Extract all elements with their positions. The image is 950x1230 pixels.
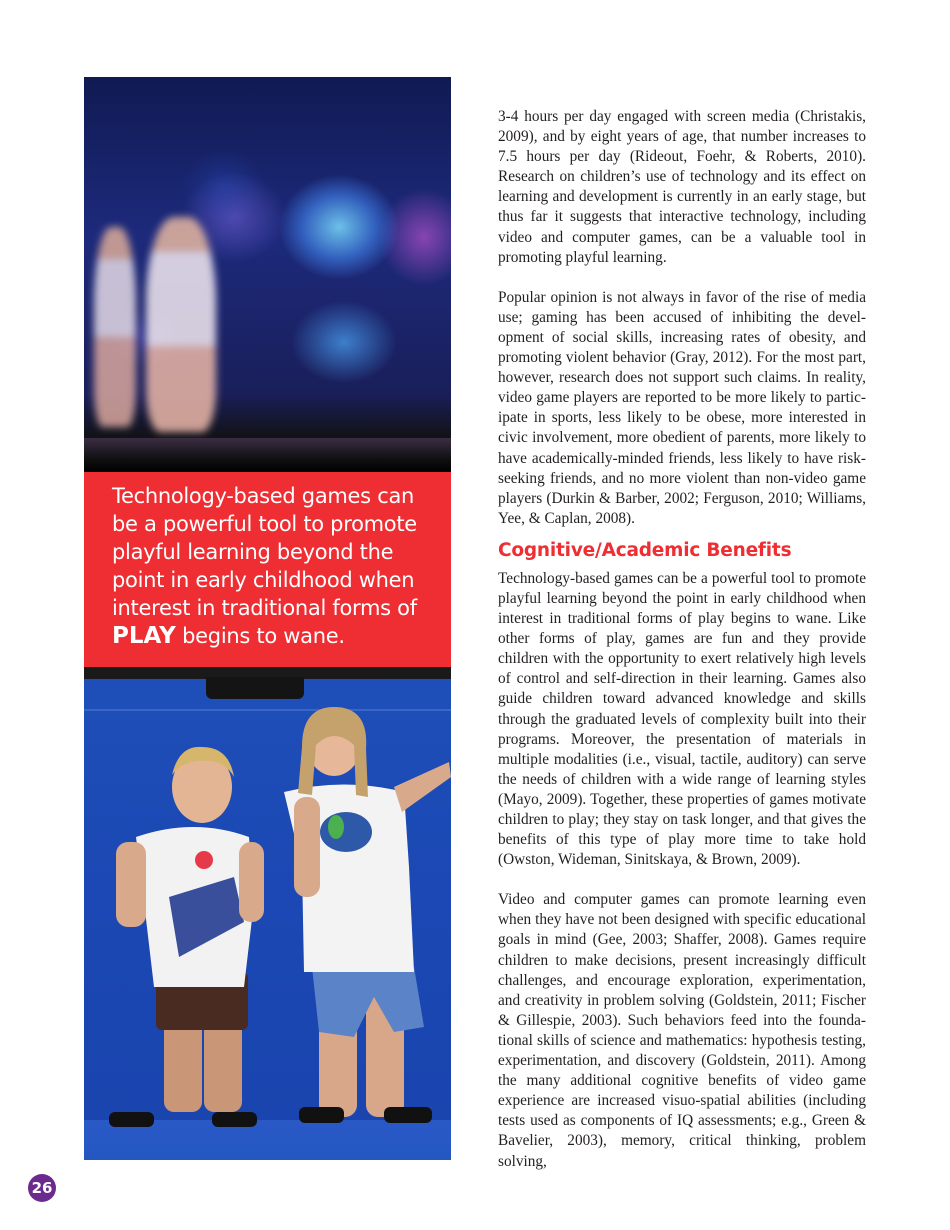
boy-figure	[109, 747, 264, 1127]
photo-children-dancing	[84, 77, 451, 472]
page-number: 26	[28, 1174, 56, 1202]
section-heading: Cognitive/Academic Benefits	[498, 539, 792, 561]
play-emphasis: PLAY	[112, 623, 176, 649]
paragraph: Video and computer games can promote learning even when they have not been designed with specific educational goals in mind (Gee, 2003; Shaffer, 2008). Games require children to make decisions, present increasingly difficult challenges, and encourage exploration, experimentation, and creativity in problem solving (Goldstein, 2011; Fischer & Gillespie, 2003). Such behaviors feed into the foundational skills of science and mathematics: hypothesis testing, experimentation, and discovery (Goldstein, 2011). Among the many additional cognitive benefits of video game experience are increased visuo-spatial abilities (including tests used as components of IQ assessments; e.g., Green & Bavelier, 2003), memory, critical thinking, problem solving,	[498, 891, 866, 1170]
left-column	[84, 77, 451, 1160]
paragraph: 3-4 hours per day engaged with screen media (Christakis, 2009), and by eight years of age, that number increases to 7.5 hours per day (Rideout, Foehr, & Roberts, 2010). Research on children’s use of technology and its effect on learning and development is currently in an early stage, but thus far it suggests that interactive technology, including video and computer games, can be a valuable tool in promoting playful learning.	[498, 108, 866, 266]
children-illustration	[84, 667, 451, 1160]
child-figure	[94, 227, 136, 427]
child-figure	[146, 217, 216, 432]
pull-quote-text: Technology-based games can be a powerful tool to promote playful learning beyond the point in early childhood when interest in traditional forms of PLAY begins to wane.	[112, 484, 417, 649]
paragraph: Popular opinion is not always in favor of the rise of media use; gaming has been accused of inhibiting the development of social skills, increasing rates of obesity, and promoting violent behavior (Gray, 2012). For the most part, however, research does not support such claims. In reality, video game players are reported to be more likely to participate in sports, less likely to be obese, more interested in civic involvement, more obedient of parents, more likely to have academically-minded friends, less likely to have risk-seeking friends, and no more violent than non-video game players (Durkin & Barber, 2002; Ferguson, 2010; Williams, Yee, & Caplan, 2008).	[498, 288, 866, 527]
paragraph: Technology-based games can be a powerful tool to promote playful learning beyond the point in early childhood when interest in traditional forms of play begins to wane. Like other forms of play, games are fun and they provide children with the opportunity to exert relatively high levels of control and self-direction in their learning. Games also guide children toward advanced knowledge and skills through the graduated levels of complexity built into their programs. Moreover, the presentation of materials in multiple modalities (i.e., visual, tactile, auditory) can serve the needs of children with a wide range of learning styles (Mayo, 2009). Together, these properties of games motivate children to play; they stay on task longer, and that gives the benefits of this type of play more time to take hold (Owston, Wideman, Sinitskaya, & Brown, 2009).	[498, 569, 866, 869]
pull-quote	[84, 472, 451, 667]
photo-children-posing	[84, 667, 451, 1160]
stage-floor	[84, 438, 451, 472]
article-body	[498, 107, 866, 1172]
girl-figure	[284, 707, 451, 1123]
